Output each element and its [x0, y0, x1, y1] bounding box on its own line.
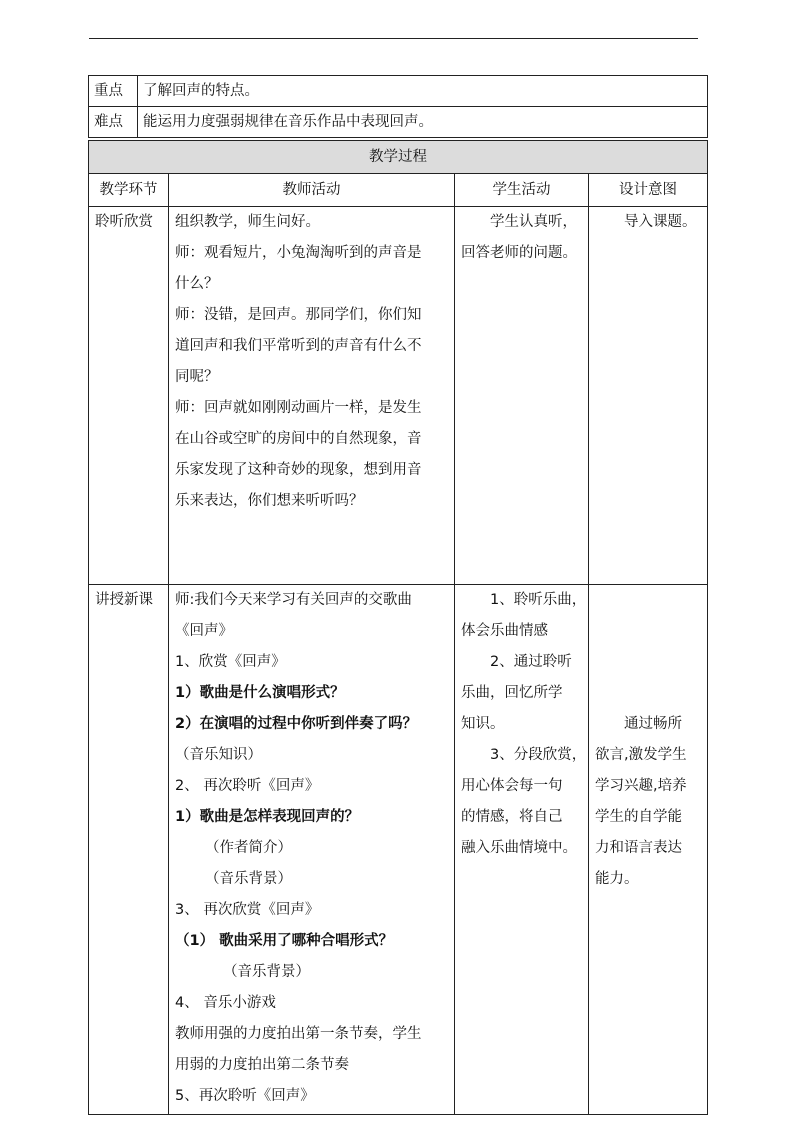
header-teacher: 教师活动	[169, 174, 455, 207]
intent-line: 学生的自学能	[595, 809, 682, 825]
table-header-row	[89, 174, 708, 207]
intent-line: 能力。	[595, 871, 639, 887]
student-line: 乐曲，回忆所学	[461, 685, 563, 701]
teacher-line: 师：回声就如刚刚动画片一样，是发生	[175, 400, 422, 416]
difficulty-text: 能运用力度强弱规律在音乐作品中表现回声。	[138, 107, 708, 138]
student-line: 3、分段欣赏，	[490, 747, 587, 763]
teacher-line: 道回声和我们平常听到的声音有什么不	[175, 338, 422, 354]
teacher-line: （作者简介）	[205, 840, 292, 856]
stage-label: 聆听欣赏	[95, 214, 153, 230]
student-line: 用心体会每一句	[461, 778, 563, 794]
student-line: 体会乐曲情感	[461, 623, 548, 639]
student-line: 2、通过聆听	[490, 654, 572, 670]
teacher-question: 1）歌曲是什么演唱形式？	[175, 685, 345, 701]
student-line: 学生认真听，	[490, 214, 577, 230]
teacher-question: （1） 歌曲采用了哪种合唱形式？	[175, 933, 394, 949]
table-row-new-lesson	[89, 585, 708, 1115]
teacher-line: 5、再次聆听《回声》	[175, 1088, 315, 1104]
teacher-line: 乐家发现了这种奇妙的现象，想到用音	[175, 462, 422, 478]
intent-line: 欲言,激发学生	[595, 747, 687, 763]
design-intent-cell	[589, 585, 708, 1115]
stage-label: 讲授新课	[95, 592, 153, 608]
teacher-line: 3、 再次欣赏《回声》	[175, 902, 320, 918]
teacher-line: 师:我们今天来学习有关回声的交歌曲	[175, 592, 412, 608]
header-rule	[89, 38, 698, 39]
teacher-line: 师：没错，是回声。那同学们，你们知	[175, 307, 422, 323]
header-intent: 设计意图	[589, 174, 708, 207]
teacher-line: 1、欣赏《回声》	[175, 654, 286, 670]
teaching-process-table	[88, 140, 708, 1115]
teacher-line: 教师用强的力度拍出第一条节奏，学生	[175, 1026, 422, 1042]
student-line: 回答老师的问题。	[461, 245, 577, 261]
teacher-question: 2）在演唱的过程中你听到伴奏了吗？	[175, 716, 418, 732]
key-point-text: 了解回声的特点。	[138, 76, 708, 107]
student-activity-cell	[455, 207, 589, 585]
teacher-question: 1）歌曲是怎样表现回声的？	[175, 809, 360, 825]
difficulty-row	[89, 107, 708, 138]
student-line: 知识。	[461, 716, 505, 732]
teacher-line: 组织教学，师生问好。	[175, 214, 320, 230]
teacher-line: 用弱的力度拍出第二条节奏	[175, 1057, 349, 1073]
teacher-activity-cell	[169, 207, 455, 585]
teacher-line: （音乐背景）	[205, 871, 292, 887]
teacher-line: 乐来表达，你们想来听听吗？	[175, 493, 364, 509]
teacher-activity-cell	[169, 585, 455, 1115]
key-point-label: 重点	[89, 76, 138, 107]
header-student: 学生活动	[455, 174, 589, 207]
intent-line: 通过畅所	[624, 716, 682, 732]
teacher-line: 同呢？	[175, 369, 219, 385]
teacher-line: 2、 再次聆听《回声》	[175, 778, 320, 794]
student-line: 融入乐曲情境中。	[461, 840, 577, 856]
teacher-line: （音乐知识）	[175, 747, 262, 763]
key-point-row	[89, 76, 708, 107]
student-line: 1、聆听乐曲，	[490, 592, 587, 608]
teaching-process-banner: 教学过程	[89, 141, 708, 174]
header-stage: 教学环节	[89, 174, 169, 207]
teacher-line: 4、 音乐小游戏	[175, 995, 276, 1011]
intent-line: 导入课题。	[624, 214, 697, 230]
student-line: 的情感，将自己	[461, 809, 563, 825]
key-points-table	[88, 75, 708, 138]
design-intent-cell	[589, 207, 708, 585]
teacher-line: 什么？	[175, 276, 219, 292]
teacher-line: 《回声》	[175, 623, 233, 639]
teacher-line: 师：观看短片，小兔淘淘听到的声音是	[175, 245, 422, 261]
teacher-line: （音乐背景）	[223, 964, 310, 980]
teacher-line: 在山谷或空旷的房间中的自然现象，音	[175, 431, 422, 447]
intent-line: 学习兴趣,培养	[595, 778, 687, 794]
intent-line: 力和语言表达	[595, 840, 682, 856]
difficulty-label: 难点	[89, 107, 138, 138]
student-activity-cell	[455, 585, 589, 1115]
table-row-listening	[89, 207, 708, 585]
